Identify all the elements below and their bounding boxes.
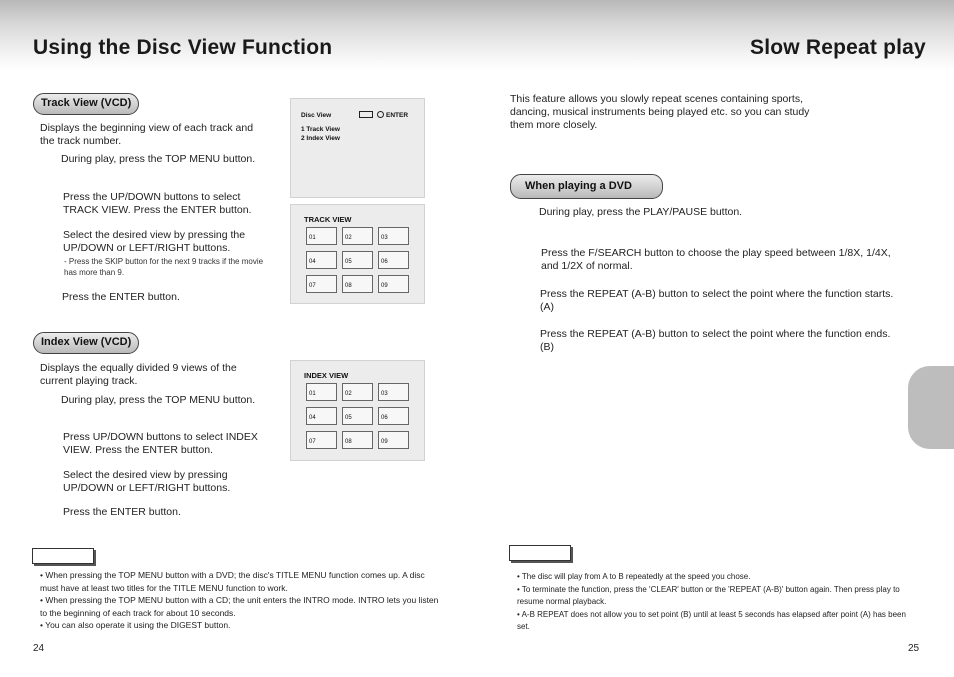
right-note-box: [509, 545, 571, 561]
left-page-number: 24: [33, 643, 45, 654]
track-view-screen: [290, 204, 425, 304]
index-step-1: During play, press the TOP MENU button.: [61, 394, 256, 406]
index-step-2: Press UP/DOWN buttons to select INDEX VIEW. Press the ENTER button.: [63, 431, 258, 456]
index-step-3: Select the desired view by pressing UP/DOWN or LEFT/RIGHT buttons.: [63, 469, 231, 494]
right-notes-list: [517, 571, 917, 634]
track-view-desc: Displays the beginning view of each track and the track number.: [40, 122, 254, 147]
slow-step-4: Press the REPEAT (A-B) button to select the point where the function ends. (B): [540, 328, 891, 353]
track-cell: 01: [306, 227, 337, 245]
slow-step-3: Press the REPEAT (A-B) button to select the point where the function starts. (A): [540, 288, 894, 313]
dvd-section-label: When playing a DVD: [510, 174, 663, 199]
index-cell: 06: [378, 407, 409, 425]
right-page-number: 25: [908, 643, 920, 654]
track-cell: 08: [342, 275, 373, 293]
track-cell: 02: [342, 227, 373, 245]
chapter-side-tab: [908, 366, 954, 449]
track-cell: 07: [306, 275, 337, 293]
right-page-title: Slow Repeat play: [750, 36, 926, 59]
index-cell: 02: [342, 383, 373, 401]
track-step-2: Press the UP/DOWN buttons to select TRACK VIEW. Press the ENTER button.: [63, 191, 252, 216]
track-step-3: Select the desired view by pressing the UP/DOWN or LEFT/RIGHT buttons.: [63, 229, 246, 254]
enter-label: ENTER: [386, 112, 409, 120]
track-step-3-note: - Press the SKIP button for the next 9 tracks if the movie has more than 9.: [64, 257, 264, 277]
index-view-grid-title: INDEX VIEW: [304, 371, 349, 380]
index-cell: 08: [342, 431, 373, 449]
index-cell: 05: [342, 407, 373, 425]
menu-item-track-view: 1 Track View: [301, 126, 340, 133]
index-cell: 01: [306, 383, 337, 401]
track-cell: 04: [306, 251, 337, 269]
track-cell: 06: [378, 251, 409, 269]
enter-button-icon: [377, 111, 384, 118]
track-view-label: Track View (VCD): [33, 93, 139, 115]
track-step-1: During play, press the TOP MENU button.: [61, 153, 256, 165]
disc-view-menu-screen: [290, 98, 425, 198]
track-cell: 03: [378, 227, 409, 245]
note-item: • A-B REPEAT does not allow you to set point (B) until at least 5 seconds has elapsed after point (A) has been set.: [517, 609, 906, 631]
note-item: • When pressing the TOP MENU button with a DVD; the disc's TITLE MENU function comes up. A disc must have at least two titles for the TITLE MENU function to work.: [40, 570, 425, 593]
menu-item-index-view: 2 Index View: [301, 135, 340, 142]
index-view-label: Index View (VCD): [33, 332, 139, 354]
enter-key-icon: [359, 111, 373, 118]
note-item: • You can also operate it using the DIGEST button.: [40, 620, 231, 630]
note-item: • To terminate the function, press the 'CLEAR' button or the 'REPEAT (A-B)' button again. Then press play to resume normal playback.: [517, 584, 900, 606]
enter-indicator: [359, 112, 408, 119]
index-cell: 03: [378, 383, 409, 401]
slow-step-2: Press the F/SEARCH button to choose the play speed between 1/8X, 1/4X, and 1/2X of normal.: [541, 247, 891, 272]
track-cell: 09: [378, 275, 409, 293]
track-view-grid-title: TRACK VIEW: [304, 215, 352, 224]
index-cell: 07: [306, 431, 337, 449]
index-step-4: Press the ENTER button.: [63, 506, 181, 518]
track-step-4: Press the ENTER button.: [62, 291, 180, 303]
index-view-desc: Displays the equally divided 9 views of the current playing track.: [40, 362, 237, 387]
track-cell: 05: [342, 251, 373, 269]
note-item: • The disc will play from A to B repeatedly at the speed you chose.: [517, 572, 751, 581]
index-cell: 04: [306, 407, 337, 425]
slow-repeat-intro: This feature allows you slowly repeat scenes containing sports, dancing, musical instruments being played etc. so you can study them more closely.: [510, 93, 810, 131]
disc-view-title: Disc View: [301, 112, 332, 119]
left-notes-list: [40, 569, 442, 632]
left-page-title: Using the Disc View Function: [33, 36, 333, 59]
index-cell: 09: [378, 431, 409, 449]
note-item: • When pressing the TOP MENU button with a CD; the unit enters the INTRO mode. INTRO lets you listen to the beginning of each track for about 10 seconds.: [40, 595, 439, 618]
slow-step-1: During play, press the PLAY/PAUSE button.: [539, 206, 743, 218]
index-view-screen: [290, 360, 425, 461]
left-note-box: [32, 548, 94, 564]
